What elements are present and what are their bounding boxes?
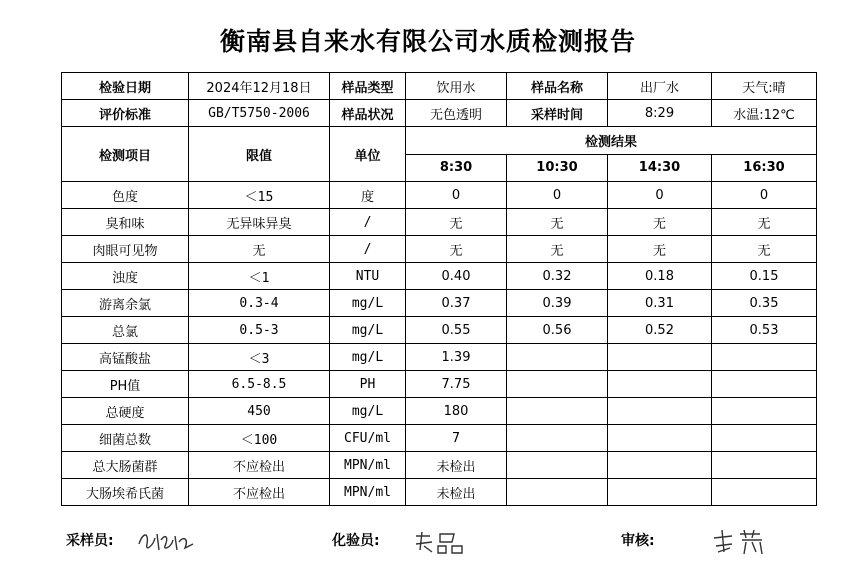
result-cell: 无 xyxy=(406,236,507,263)
unit-cell: / xyxy=(330,236,406,263)
sampling-time-label: 采样时间 xyxy=(507,100,608,127)
result-cell xyxy=(507,425,608,452)
item-cell: PH值 xyxy=(62,371,189,398)
result-cell xyxy=(507,344,608,371)
tester-signature-image xyxy=(410,526,472,556)
sample-state-label: 样品状况 xyxy=(330,100,406,127)
unit-cell: / xyxy=(330,209,406,236)
unit-cell: 度 xyxy=(330,182,406,209)
result-cell: 0.53 xyxy=(712,317,817,344)
result-cell xyxy=(712,452,817,479)
result-cell xyxy=(608,344,712,371)
limit-cell: 无异味异臭 xyxy=(189,209,330,236)
standard-label: 评价标准 xyxy=(62,100,189,127)
table-row xyxy=(62,371,817,398)
table-row xyxy=(62,344,817,371)
unit-cell: MPN/ml xyxy=(330,479,406,506)
limit-cell: ＜15 xyxy=(189,182,330,209)
result-cell: 1.39 xyxy=(406,344,507,371)
item-cell: 游离余氯 xyxy=(62,290,189,317)
item-cell: 总氯 xyxy=(62,317,189,344)
item-cell: 高锰酸盐 xyxy=(62,344,189,371)
limit-cell: ＜100 xyxy=(189,425,330,452)
sample-name-label: 样品名称 xyxy=(507,73,608,100)
table-row xyxy=(62,425,817,452)
table-row xyxy=(62,236,817,263)
result-cell xyxy=(712,371,817,398)
result-cell: 180 xyxy=(406,398,507,425)
limit-cell: 0.3-4 xyxy=(189,290,330,317)
unit-cell: MPN/ml xyxy=(330,452,406,479)
item-cell: 色度 xyxy=(62,182,189,209)
result-cell xyxy=(608,425,712,452)
table-row xyxy=(62,209,817,236)
result-cell: 7.75 xyxy=(406,371,507,398)
sample-type-value: 饮用水 xyxy=(406,73,507,100)
item-cell: 大肠埃希氏菌 xyxy=(62,479,189,506)
result-cell: 0 xyxy=(712,182,817,209)
results-header: 检测结果 xyxy=(406,127,817,155)
sample-type-label: 样品类型 xyxy=(330,73,406,100)
table-row xyxy=(62,182,817,209)
result-cell: 无 xyxy=(608,209,712,236)
result-cell xyxy=(507,371,608,398)
item-cell: 总硬度 xyxy=(62,398,189,425)
limit-cell: 不应检出 xyxy=(189,479,330,506)
table-row xyxy=(62,452,817,479)
item-cell: 细菌总数 xyxy=(62,425,189,452)
time-header: 8:30 xyxy=(406,154,507,182)
water-quality-table xyxy=(61,72,817,506)
time-header: 16:30 xyxy=(712,154,817,182)
result-cell: 未检出 xyxy=(406,452,507,479)
unit-cell: mg/L xyxy=(330,290,406,317)
result-cell: 0.39 xyxy=(507,290,608,317)
report-title: 衡南县自来水有限公司水质检测报告 xyxy=(219,27,636,56)
limit-cell: 6.5-8.5 xyxy=(189,371,330,398)
limit-cell: 450 xyxy=(189,398,330,425)
info-row-2 xyxy=(62,100,817,127)
tester-label: 化验员: xyxy=(332,533,380,549)
result-cell: 无 xyxy=(507,209,608,236)
result-cell: 0.32 xyxy=(507,263,608,290)
limit-header: 限值 xyxy=(189,127,330,182)
table-row xyxy=(62,479,817,506)
result-cell: 无 xyxy=(608,236,712,263)
result-cell: 0 xyxy=(406,182,507,209)
result-cell: 未检出 xyxy=(406,479,507,506)
unit-cell: PH xyxy=(330,371,406,398)
result-cell: 0 xyxy=(608,182,712,209)
result-cell xyxy=(712,425,817,452)
header-row-1 xyxy=(62,127,817,155)
table-row xyxy=(62,263,817,290)
time-header: 14:30 xyxy=(608,154,712,182)
time-header: 10:30 xyxy=(507,154,608,182)
result-cell xyxy=(507,479,608,506)
date-label: 检验日期 xyxy=(62,73,189,100)
result-cell: 0.55 xyxy=(406,317,507,344)
limit-cell: 不应检出 xyxy=(189,452,330,479)
result-cell: 无 xyxy=(712,209,817,236)
unit-cell: mg/L xyxy=(330,344,406,371)
item-header: 检测项目 xyxy=(62,127,189,182)
result-cell: 0.35 xyxy=(712,290,817,317)
item-cell: 肉眼可见物 xyxy=(62,236,189,263)
reviewer-label: 审核: xyxy=(621,533,655,549)
unit-cell: mg/L xyxy=(330,317,406,344)
item-cell: 臭和味 xyxy=(62,209,189,236)
table-row xyxy=(62,398,817,425)
info-row-1 xyxy=(62,73,817,100)
result-cell: 无 xyxy=(712,236,817,263)
item-cell: 浊度 xyxy=(62,263,189,290)
limit-cell: 无 xyxy=(189,236,330,263)
limit-cell: ＜3 xyxy=(189,344,330,371)
result-cell xyxy=(712,479,817,506)
result-cell xyxy=(507,452,608,479)
result-cell xyxy=(608,479,712,506)
result-cell xyxy=(712,398,817,425)
standard-value: GB/T5750-2006 xyxy=(189,100,330,127)
result-cell xyxy=(608,452,712,479)
weather: 天气:晴 xyxy=(712,73,817,100)
result-cell: 7 xyxy=(406,425,507,452)
result-cell xyxy=(507,398,608,425)
result-cell xyxy=(712,344,817,371)
unit-cell: mg/L xyxy=(330,398,406,425)
table-body xyxy=(62,73,817,506)
limit-cell: ＜1 xyxy=(189,263,330,290)
unit-cell: CFU/ml xyxy=(330,425,406,452)
water-temperature: 水温:12℃ xyxy=(712,100,817,127)
result-cell: 0.56 xyxy=(507,317,608,344)
result-cell: 0.37 xyxy=(406,290,507,317)
limit-cell: 0.5-3 xyxy=(189,317,330,344)
sampler-label: 采样员: xyxy=(66,533,114,549)
reviewer-signature-image xyxy=(710,526,772,556)
result-cell xyxy=(608,398,712,425)
result-cell xyxy=(608,371,712,398)
result-cell: 0.52 xyxy=(608,317,712,344)
result-cell: 0.15 xyxy=(712,263,817,290)
unit-cell: NTU xyxy=(330,263,406,290)
result-cell: 0.31 xyxy=(608,290,712,317)
result-cell: 无 xyxy=(507,236,608,263)
date-value: 2024年12月18日 xyxy=(189,73,330,100)
table-row xyxy=(62,317,817,344)
item-cell: 总大肠菌群 xyxy=(62,452,189,479)
result-cell: 0.40 xyxy=(406,263,507,290)
sampler-signature-image xyxy=(135,526,197,556)
result-cell: 0 xyxy=(507,182,608,209)
unit-header: 单位 xyxy=(330,127,406,182)
sampling-time-value: 8:29 xyxy=(608,100,712,127)
result-cell: 0.18 xyxy=(608,263,712,290)
sample-name-value: 出厂水 xyxy=(608,73,712,100)
result-cell: 无 xyxy=(406,209,507,236)
sample-state-value: 无色透明 xyxy=(406,100,507,127)
table-row xyxy=(62,290,817,317)
